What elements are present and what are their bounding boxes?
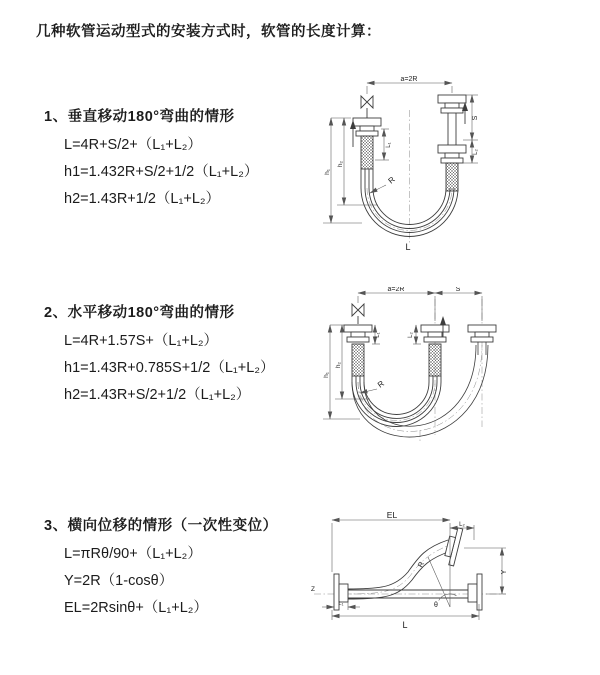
dim-label-l1: L₁ bbox=[386, 142, 392, 148]
formula-line: h2=1.43R+S/2+1/2（L₁+L₂） bbox=[64, 387, 251, 403]
formula-line: L=πRθ/90+（L₁+L₂） bbox=[64, 546, 202, 562]
section-horizontal-movement bbox=[44, 301, 334, 409]
formula-line: L=4R+S/2+（L₁+L₂） bbox=[64, 137, 202, 153]
axis-z-label: Z bbox=[311, 586, 315, 593]
section-3-heading: 3、横向位移的情形（一次性变位） bbox=[44, 518, 278, 534]
valve-icon bbox=[361, 96, 373, 118]
formula-line: L=4R+1.57S+（L₁+L₂） bbox=[64, 333, 219, 349]
dim-label-a2r: a=2R bbox=[387, 287, 405, 293]
radius-label: R bbox=[386, 174, 397, 186]
dim-label-h1: h₁ bbox=[324, 169, 331, 175]
section-vertical-movement bbox=[44, 105, 334, 213]
formula-line: h1=1.432R+S/2+1/2（L₁+L₂） bbox=[64, 164, 259, 180]
formula-line: Y=2R（1-cosθ） bbox=[64, 573, 174, 589]
dim-label-h2: h₂ bbox=[335, 361, 342, 369]
diagram-lateral-displacement bbox=[308, 512, 518, 642]
diagram-vertical-180-bend bbox=[320, 72, 495, 254]
dim-label-h2: h₂ bbox=[337, 160, 344, 168]
radius-label: R bbox=[415, 560, 427, 569]
dim-label-h1: h₁ bbox=[323, 372, 330, 378]
dim-label-l1: L₁ bbox=[375, 332, 381, 338]
left-end-fitting bbox=[353, 118, 381, 169]
braid-section bbox=[352, 344, 364, 376]
formula-line: h2=1.43R+1/2（L₁+L₂） bbox=[64, 191, 221, 207]
hose-outline-displaced bbox=[352, 342, 488, 437]
braid-section bbox=[429, 344, 441, 376]
radius-label: R bbox=[375, 378, 386, 390]
braid-section bbox=[361, 136, 373, 169]
diagram-horizontal-180-bend bbox=[320, 287, 505, 449]
right-end-fitting bbox=[438, 95, 466, 191]
centerlines bbox=[367, 110, 452, 244]
tilted-flange bbox=[443, 526, 463, 566]
right-flange bbox=[468, 574, 482, 610]
section-2-heading: 2、水平移动180°弯曲的情形 bbox=[44, 305, 235, 321]
end-fittings bbox=[344, 325, 496, 376]
dim-label-el: EL bbox=[386, 512, 398, 520]
dim-label-s: S bbox=[455, 287, 461, 293]
page-title: 几种软管运动型式的安装方式时，软管的长度计算： bbox=[36, 24, 381, 40]
braid-section bbox=[446, 163, 458, 191]
angle-theta-label: θ bbox=[434, 602, 438, 609]
section-lateral-displacement bbox=[44, 514, 334, 622]
section-1-heading: 1、垂直移动180°弯曲的情形 bbox=[44, 109, 235, 125]
dim-label-l2: L₂ bbox=[459, 522, 465, 528]
formula-line: EL=2Rsinθ+（L₁+L₂） bbox=[64, 600, 208, 616]
dim-label-s: S bbox=[472, 115, 479, 121]
valve-icon bbox=[352, 304, 364, 324]
dim-label-l2: L₂ bbox=[408, 332, 414, 338]
dim-label-a2r: a=2R bbox=[400, 76, 418, 83]
formula-line: h1=1.43R+0.785S+1/2（L₁+L₂） bbox=[64, 360, 275, 376]
dim-label-y: Y bbox=[501, 569, 508, 575]
dim-label-l2: L₂ bbox=[473, 149, 479, 155]
length-label: L bbox=[405, 242, 411, 252]
dim-label-l1: L₁ bbox=[338, 601, 344, 607]
length-label: L bbox=[402, 620, 408, 630]
dimension-lines bbox=[323, 293, 482, 419]
